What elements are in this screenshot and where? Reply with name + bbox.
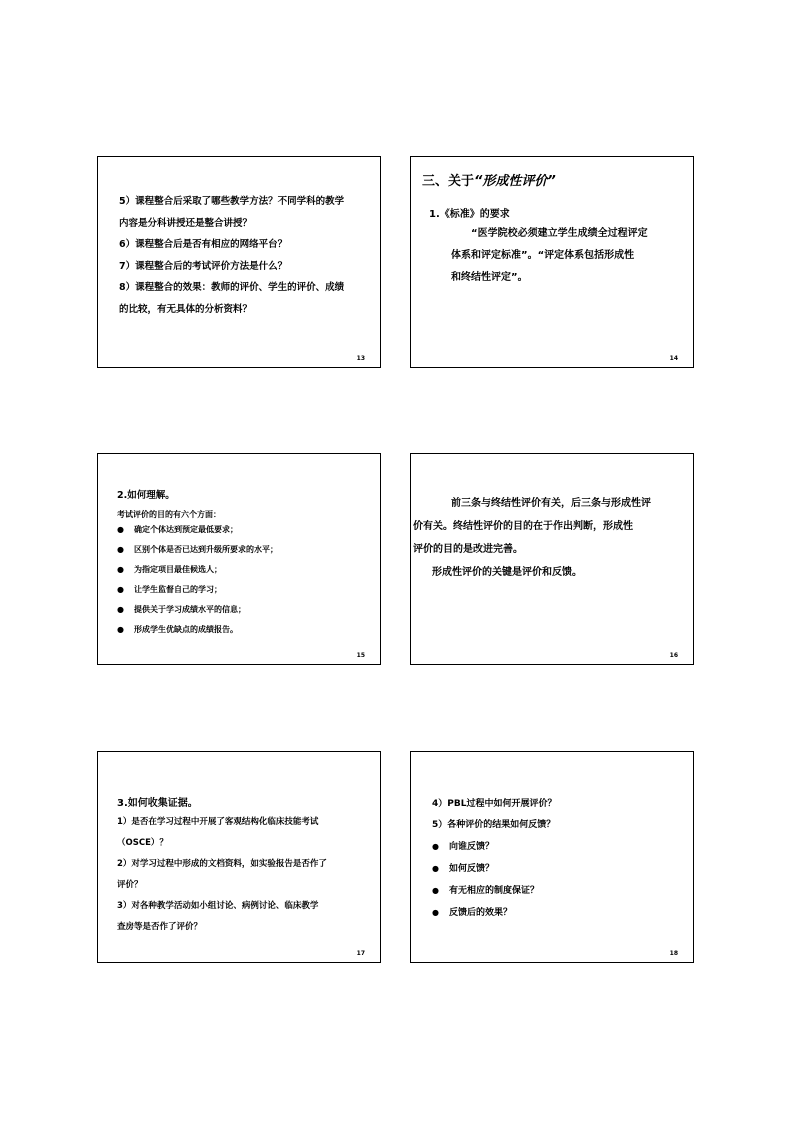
text-line: 4）PBL过程中如何开展评价？ <box>432 799 557 809</box>
list-item <box>117 540 278 560</box>
text-line: 1）是否在学习过程中开展了客观结构化临床技能考试 <box>117 817 319 827</box>
page-number: 17 <box>356 950 365 957</box>
list-item-text: 提供关于学习成绩水平的信息； <box>134 605 246 614</box>
list-item <box>432 836 682 858</box>
list-item-text: 让学生监督自己的学习； <box>134 585 222 594</box>
text-line: 7）课程整合后的考试评价方法是什么？ <box>119 260 288 272</box>
slide-17 <box>97 751 381 963</box>
list-item <box>117 600 278 620</box>
list-item <box>117 620 278 640</box>
text-line: 8）课程整合的效果：教师的评价、学生的评价、成绩 <box>119 282 345 293</box>
page-number: 15 <box>356 652 365 659</box>
list-item-text: 区别个体是否已达到升级所要求的水平； <box>134 545 278 554</box>
heading-emphasis: “形成性评价” <box>474 174 556 189</box>
page-number: 14 <box>669 355 678 362</box>
page-number: 13 <box>356 355 365 362</box>
text-line: 形成性评价的关键是评价和反馈。 <box>432 567 582 578</box>
list-item-text: 向谁反馈？ <box>449 842 495 852</box>
list-item-text: 有无相应的制度保证？ <box>449 886 540 896</box>
slide-title: 3.如何收集证据。 <box>117 798 198 809</box>
bullet-icon: ● <box>117 605 124 614</box>
bullet-icon: ● <box>117 625 124 634</box>
list-item-text: 反馈后的效果？ <box>449 908 513 918</box>
quote-block <box>451 223 679 289</box>
quote-line: 体系和评定标准”。“评定体系包括形成性 <box>451 250 635 261</box>
list-item <box>432 858 682 880</box>
list-item-text: 如何反馈？ <box>449 864 495 874</box>
text-line: 2）对学习过程中形成的文档资料，如实验报告是否作了 <box>117 859 327 869</box>
list-item <box>432 902 682 924</box>
bullet-icon: ● <box>117 525 124 534</box>
text-line: 的比较，有无具体的分析资料？ <box>119 303 253 315</box>
text-line: 评价？ <box>117 880 143 890</box>
bullet-icon: ● <box>117 565 124 574</box>
slide-13 <box>97 156 381 368</box>
slide-14 <box>410 156 694 368</box>
slide-15 <box>97 453 381 665</box>
slide-18 <box>410 751 694 963</box>
text-line: 5）各种评价的结果如何反馈？ <box>432 820 556 830</box>
bullet-icon: ● <box>432 908 439 917</box>
slide-17-body <box>117 812 369 938</box>
list-item <box>117 520 278 540</box>
text-line: 前三条与终结性评价有关，后三条与形成性评 <box>451 498 651 509</box>
paragraph <box>413 492 682 584</box>
bullet-icon: ● <box>432 842 439 851</box>
slide-13-body <box>119 191 369 320</box>
text-line: 5）课程整合后采取了哪些教学方法？不同学科的教学 <box>119 196 345 207</box>
text-line: （OSCE）？ <box>117 838 168 848</box>
subheading: 1.《标准》的要求 <box>429 209 510 220</box>
text-line: 6）课程整合后是否有相应的网络平台？ <box>119 239 288 250</box>
page-number: 18 <box>669 950 678 957</box>
text-line: 查房等是否作了评价？ <box>117 922 203 932</box>
intro-text: 考试评价的目的有六个方面： <box>117 510 221 519</box>
quote-line: 和终结性评定”。 <box>451 272 528 283</box>
slide-18-body <box>432 794 682 924</box>
bullet-list <box>432 836 682 924</box>
list-item <box>117 560 278 580</box>
slide-heading <box>422 170 556 189</box>
slide-16 <box>410 453 694 665</box>
page-number: 16 <box>669 652 678 659</box>
bullet-icon: ● <box>432 886 439 895</box>
list-item-text: 形成学生优缺点的成绩报告。 <box>134 625 238 634</box>
bullet-icon: ● <box>432 864 439 873</box>
list-item-text: 为指定项目最佳候选人； <box>134 565 222 574</box>
text-line: 3）对各种教学活动如小组讨论、病例讨论、临床教学 <box>117 901 319 911</box>
bullet-icon: ● <box>117 585 124 594</box>
slide-title: 2.如何理解。 <box>117 490 175 501</box>
list-item <box>432 880 682 902</box>
heading-prefix: 三、关于 <box>422 174 475 189</box>
bullet-list <box>117 520 278 640</box>
text-line: 内容是分科讲授还是整合讲授？ <box>119 217 253 229</box>
text-line: 评价的目的是改进完善。 <box>413 544 523 555</box>
text-line: 价有关。终结性评价的目的在于作出判断，形成性 <box>413 521 633 532</box>
list-item <box>117 580 278 600</box>
list-item-text: 确定个体达到预定最低要求； <box>134 525 238 534</box>
bullet-icon: ● <box>117 545 124 554</box>
quote-line: “医学院校必须建立学生成绩全过程评定 <box>471 228 648 239</box>
